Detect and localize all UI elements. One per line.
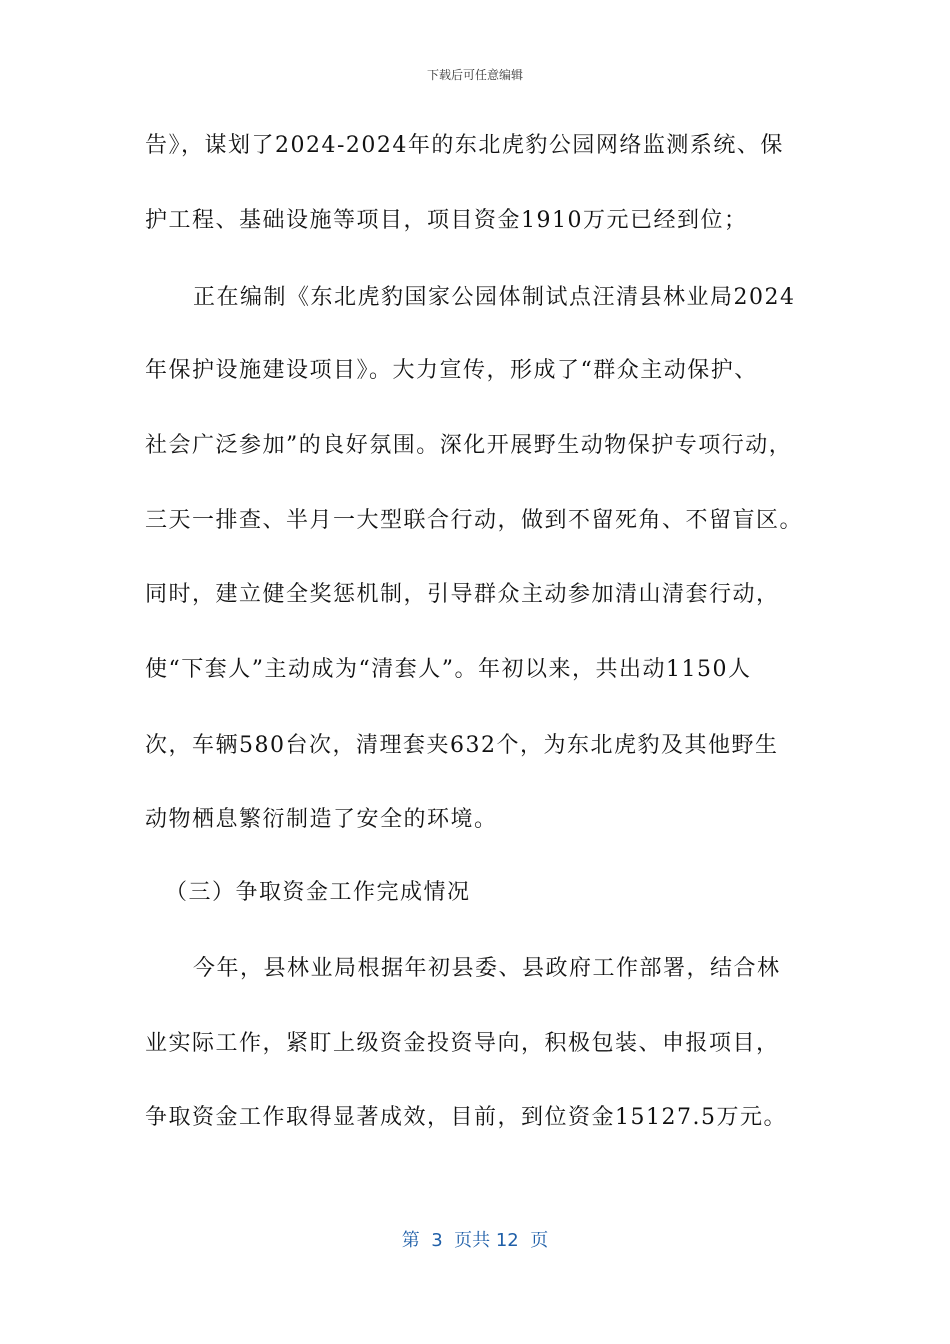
text-line: 年保护设施建设项目》。大力宣传，形成了“群众主动保护、 bbox=[145, 358, 758, 383]
text-line: 社会广泛参加”的良好氛围。深化开展野生动物保护专项行动， bbox=[145, 433, 793, 458]
text-line: 业实际工作，紧盯上级资金投资导向，积极包装、申报项目， bbox=[145, 1031, 780, 1056]
text-line: 同时，建立健全奖惩机制，引导群众主动参加清山清套行动， bbox=[145, 582, 780, 607]
text-line: 使“下套人”主动成为“清套人”。年初以来，共出动1150人 bbox=[145, 657, 752, 682]
text-line: 护工程、基础设施等项目，项目资金1910万元已经到位； bbox=[145, 208, 748, 233]
page-number: 第 3 页共 12 页 bbox=[401, 1230, 549, 1251]
text-line: 告》，谋划了2024-2024年的东北虎豹公园网络监测系统、保 bbox=[145, 133, 784, 158]
section-heading: （三）争取资金工作完成情况 bbox=[165, 880, 471, 905]
text-line: 争取资金工作取得显著成效，目前，到位资金15127.5万元。 bbox=[145, 1105, 787, 1130]
text-line: 今年，县林业局根据年初县委、县政府工作部署，结合林 bbox=[193, 956, 781, 981]
text-line: 动物栖息繁衍制造了安全的环境。 bbox=[145, 807, 498, 832]
header-note: 下载后可任意编辑 bbox=[426, 68, 523, 82]
text-line: 三天一排查、半月一大型联合行动，做到不留死角、不留盲区。 bbox=[145, 508, 804, 533]
text-line: 次，车辆580台次，清理套夹632个，为东北虎豹及其他野生 bbox=[145, 733, 779, 758]
text-line: 正在编制《东北虎豹国家公园体制试点汪清县林业局2024 bbox=[193, 285, 796, 310]
